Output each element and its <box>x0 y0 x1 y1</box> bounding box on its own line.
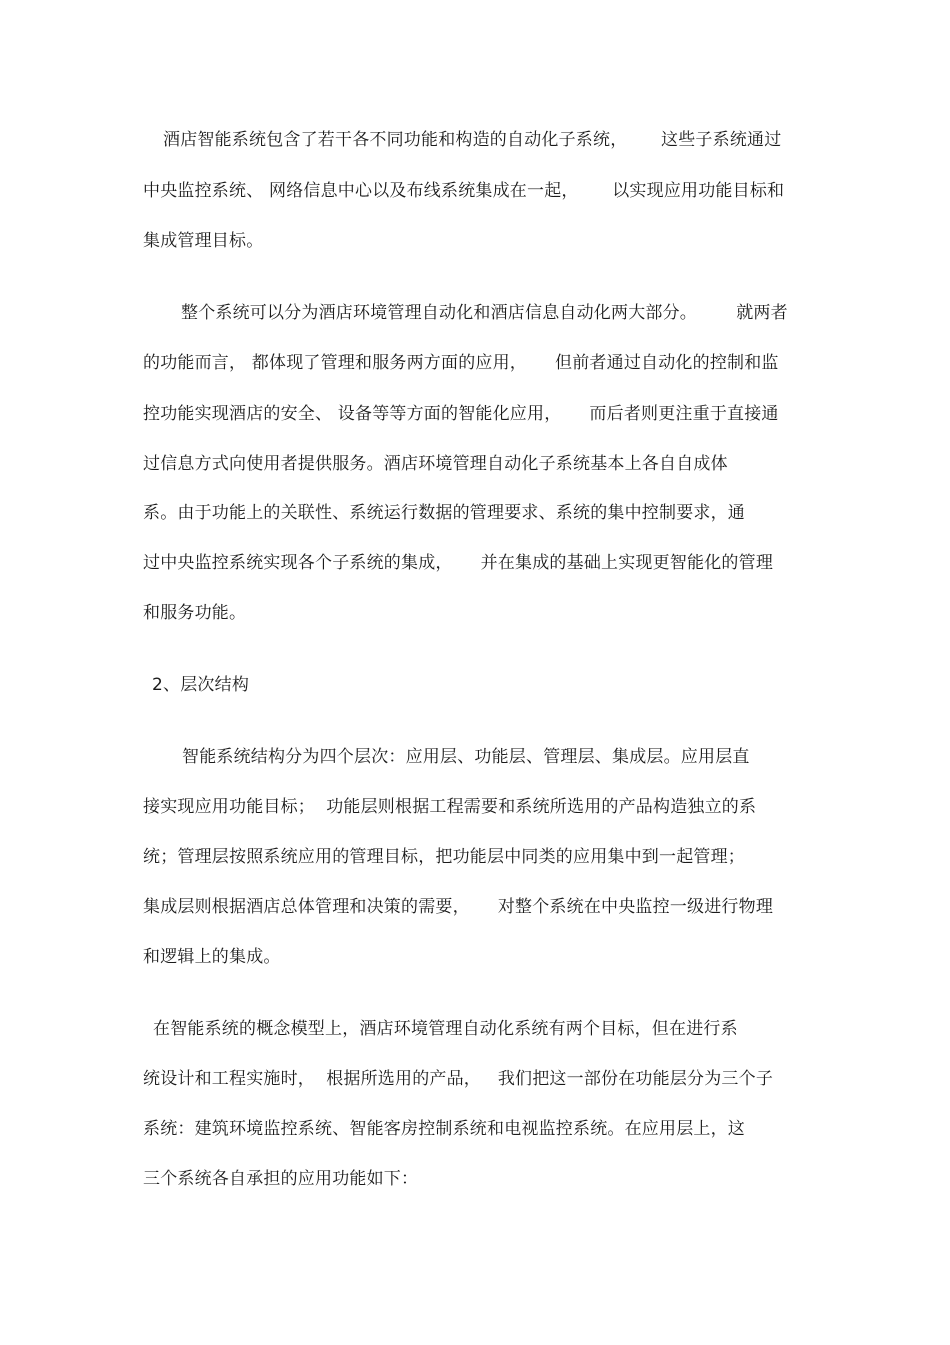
paragraph-line: 在智能系统的概念模型上，酒店环境管理自动化系统有两个目标，但在进行系 <box>153 1019 738 1039</box>
paragraph-line: 过中央监控系统实现各个子系统的集成， 并在集成的基础上实现更智能化的管理 <box>143 553 774 573</box>
paragraph-line: 中央监控系统、 网络信息中心以及布线系统集成在一起， 以实现应用功能目标和 <box>143 181 785 201</box>
paragraph-line: 集成层则根据酒店总体管理和决策的需要， 对整个系统在中央监控一级进行物理 <box>143 897 774 917</box>
paragraph-line: 统设计和工程实施时， 根据所选用的产品， 我们把这一部份在功能层分为三个子 <box>143 1069 774 1089</box>
section-heading: 2、层次结构 <box>152 675 250 695</box>
paragraph-line: 接实现应用功能目标； 功能层则根据工程需要和系统所选用的产品构造独立的系 <box>143 797 757 817</box>
paragraph-line: 的功能而言， 都体现了管理和服务两方面的应用， 但前者通过自动化的控制和监 <box>143 353 779 373</box>
paragraph-line: 统；管理层按照系统应用的管理目标，把功能层中同类的应用集中到一起管理； <box>143 847 745 867</box>
paragraph-line: 和逻辑上的集成。 <box>143 947 281 967</box>
paragraph-line: 系统：建筑环境监控系统、智能客房控制系统和电视监控系统。在应用层上，这 <box>143 1119 745 1139</box>
paragraph-line: 系。由于功能上的关联性、系统运行数据的管理要求、系统的集中控制要求，通 <box>143 503 745 523</box>
paragraph-line: 和服务功能。 <box>143 603 247 623</box>
paragraph-line: 酒店智能系统包含了若干各不同功能和构造的自动化子系统， 这些子系统通过 <box>163 130 782 150</box>
paragraph-line: 过信息方式向使用者提供服务。酒店环境管理自动化子系统基本上各自自成体 <box>143 454 728 474</box>
paragraph-line: 整个系统可以分为酒店环境管理自动化和酒店信息自动化两大部分。 就两者 <box>181 303 788 323</box>
paragraph-line: 智能系统结构分为四个层次：应用层、功能层、管理层、集成层。应用层直 <box>182 747 750 767</box>
paragraph-line: 集成管理目标。 <box>143 231 264 251</box>
paragraph-line: 三个系统各自承担的应用功能如下： <box>143 1169 419 1189</box>
paragraph-line: 控功能实现酒店的安全、 设备等等方面的智能化应用， 而后者则更注重于直接通 <box>143 404 779 424</box>
